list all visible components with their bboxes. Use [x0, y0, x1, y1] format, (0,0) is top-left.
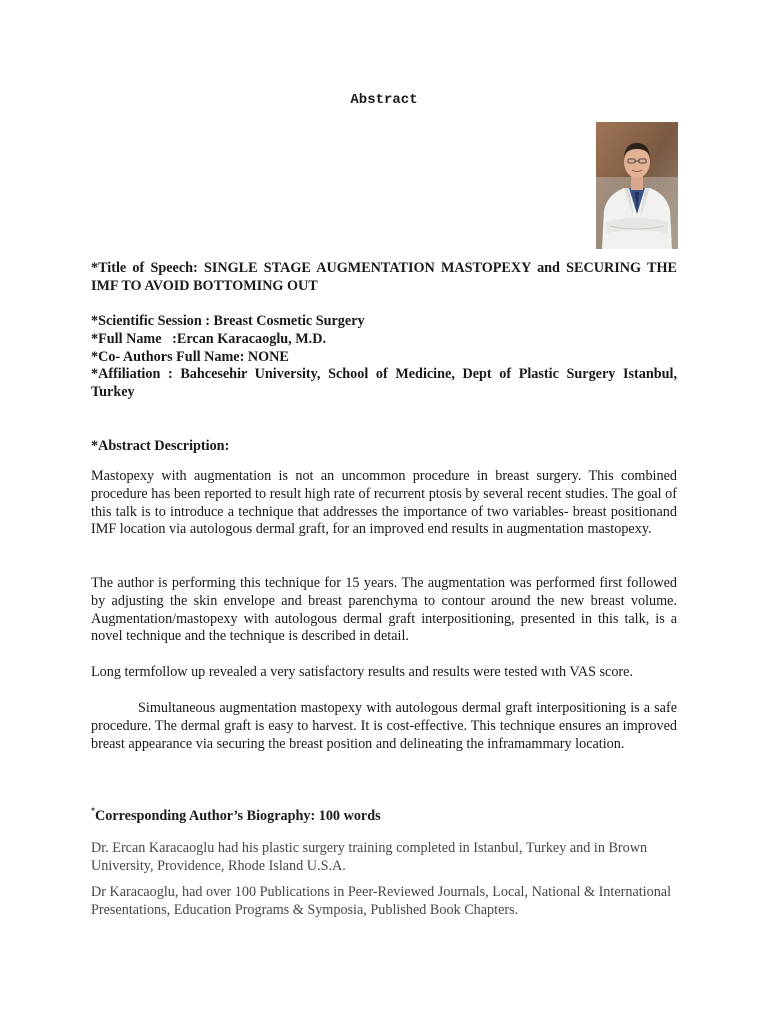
abstract-heading: *Abstract Description:: [91, 438, 230, 454]
co-authors: *Co- Authors Full Name: NONE: [91, 348, 289, 365]
paragraph-text: Dr Karacaoglu, had over 100 Publications in Peer-Reviewed Journals, Local, National & International Presentations, Education Programs & Symposia, Published Book Chapters.: [91, 884, 672, 918]
scientific-session: *Scientific Session : Breast Cosmetic Surgery: [91, 313, 365, 329]
paragraph-text: Long termfollow up revealed a very satisfactory results and results were tested wıth VAS score.: [91, 664, 633, 680]
paragraph-text: Mastopexy with augmentation is not an uncommon procedure in breast surgery. This combined procedure has been reported to result high rate of recurrent ptosis by several recent studies. The goal of this talk is to introduce a technique that addresses the importance of two variables- breast positionand IMF location via autologous dermal graft, for an improved end results in augmentation mastopexy.: [91, 468, 677, 538]
footnote-marker: *: [91, 806, 95, 815]
affiliation: *Affiliation : Bahcesehir University, School of Medicine, Dept of Plastic Surgery Istanbul, Turkey: [91, 366, 677, 401]
abstract-paragraph-1: [91, 468, 677, 539]
speech-title: *Title of Speech: SINGLE STAGE AUGMENTATION MASTOPEXY and SECURING THE IMF TO AVOID BOTTOMING OUT: [91, 260, 677, 294]
full-name: *Full Name :Ercan Karacaoglu, M.D.: [91, 330, 326, 347]
abstract-paragraph-4: [91, 700, 677, 753]
biography-heading-block: [91, 808, 677, 826]
biography-paragraph-1: [91, 840, 677, 876]
paragraph-text: Simultaneous augmentation mastopexy with autologous dermal graft interpositioning is a safe procedure. The dermal graft is easy to harvest. It is cost-effective. This technique ensures an improved breast appearance via securing the breast position and delineating the inframammary location.: [91, 700, 677, 752]
abstract-paragraph-3: [91, 664, 677, 682]
abstract-paragraph-2: [91, 575, 677, 646]
portrait-photo-icon: [596, 122, 678, 249]
page-heading: Abstract: [350, 92, 418, 108]
metadata-block: [91, 313, 677, 402]
speech-title-block: [91, 260, 677, 296]
paragraph-text: Dr. Ercan Karacaoglu had his plastic surgery training completed in Istanbul, Turkey and in Brown University, Providence, Rhode Island U.S.A.: [91, 840, 648, 874]
paragraph-text: The author is performing this technique for 15 years. The augmentation was performed first followed by adjusting the skin envelope and breast parenchyma to contour around the new breast volume. Augmentation/mastopexy with autologous dermal graft interpositioning, presented in this talk, is a novel technique and the technique is described in detail.: [91, 575, 677, 645]
biography-paragraph-2: [91, 884, 677, 920]
biography-heading-text: Corresponding Author’s Biography: 100 words: [95, 808, 381, 824]
biography-heading: [91, 808, 677, 826]
abstract-heading-block: [91, 438, 677, 456]
